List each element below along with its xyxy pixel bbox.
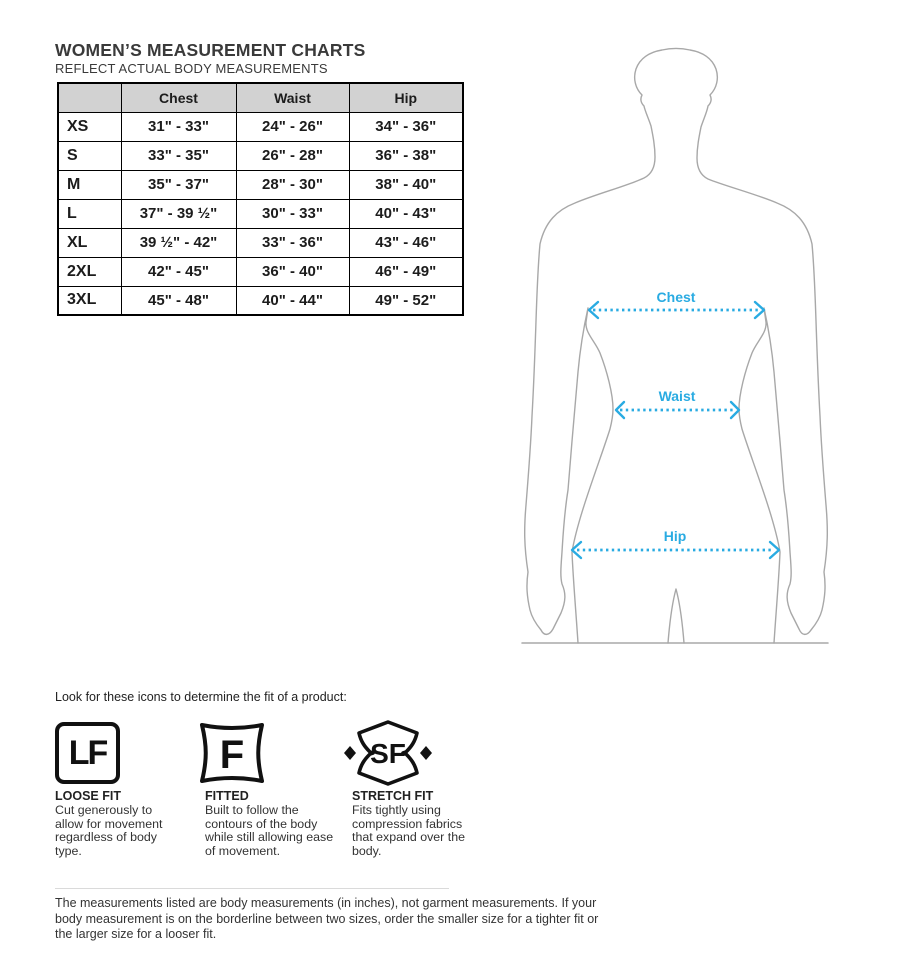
size-cell: S bbox=[58, 141, 121, 170]
chest-cell: 39 ½" - 42" bbox=[121, 228, 236, 257]
hip-label: Hip bbox=[663, 528, 687, 544]
chest-cell: 45" - 48" bbox=[121, 286, 236, 315]
column-header-waist: Waist bbox=[236, 83, 349, 112]
loose-fit-icon bbox=[55, 722, 120, 784]
size-chart-table bbox=[57, 82, 464, 316]
waist-cell: 36" - 40" bbox=[236, 257, 349, 286]
hip-cell: 46" - 49" bbox=[349, 257, 463, 286]
loose-fit-icon-letters: LF bbox=[68, 733, 107, 772]
waist-cell: 40" - 44" bbox=[236, 286, 349, 315]
hip-cell: 34" - 36" bbox=[349, 112, 463, 141]
table-row bbox=[58, 170, 463, 199]
fit-name-fitted: FITTED bbox=[205, 789, 249, 803]
chest-label: Chest bbox=[656, 289, 696, 305]
table-row bbox=[58, 199, 463, 228]
size-chart-body bbox=[58, 112, 463, 315]
table-row bbox=[58, 112, 463, 141]
hip-cell: 38" - 40" bbox=[349, 170, 463, 199]
fitted-icon bbox=[196, 720, 268, 786]
stretch-fit-icon-letters: SF bbox=[370, 738, 406, 769]
table-row bbox=[58, 141, 463, 170]
chest-cell: 37" - 39 ½" bbox=[121, 199, 236, 228]
page-title: WOMEN’S MEASUREMENT CHARTS bbox=[55, 40, 366, 60]
column-header-hip: Hip bbox=[349, 83, 463, 112]
body-diagram bbox=[500, 28, 856, 653]
stretch-diamond-right bbox=[420, 746, 432, 760]
hip-cell: 43" - 46" bbox=[349, 228, 463, 257]
fit-name-loose: LOOSE FIT bbox=[55, 789, 121, 803]
hip-cell: 36" - 38" bbox=[349, 141, 463, 170]
hip-arrowhead-right bbox=[770, 542, 779, 558]
chest-cell: 33" - 35" bbox=[121, 141, 236, 170]
fit-name-stretch: STRETCH FIT bbox=[352, 789, 434, 803]
table-row bbox=[58, 257, 463, 286]
footnote-line-2: If your body measurement is on the borderline between two sizes, order the smaller size for a tighter fit or the larger size for a looser fit. bbox=[55, 896, 599, 941]
fit-guide-intro: Look for these icons to determine the fit of a product: bbox=[55, 690, 347, 704]
column-header-chest: Chest bbox=[121, 83, 236, 112]
table-row bbox=[58, 286, 463, 315]
waist-cell: 26" - 28" bbox=[236, 141, 349, 170]
chest-cell: 42" - 45" bbox=[121, 257, 236, 286]
footnote-divider bbox=[55, 888, 449, 889]
chest-cell: 31" - 33" bbox=[121, 112, 236, 141]
size-cell: M bbox=[58, 170, 121, 199]
waist-cell: 30" - 33" bbox=[236, 199, 349, 228]
table-row bbox=[58, 228, 463, 257]
size-cell: XL bbox=[58, 228, 121, 257]
hip-cell: 49" - 52" bbox=[349, 286, 463, 315]
stretch-fit-icon bbox=[344, 719, 432, 787]
hip-cell: 40" - 43" bbox=[349, 199, 463, 228]
fit-description-loose: Cut generously to allow for movement regardless of body type. bbox=[55, 803, 163, 858]
fit-description-stretch: Fits tightly using compression fabrics that expand over the body. bbox=[352, 803, 465, 858]
size-cell: 3XL bbox=[58, 286, 121, 315]
inner-legs-line bbox=[668, 589, 684, 643]
waist-label: Waist bbox=[658, 388, 696, 404]
fit-description-fitted: Built to follow the contours of the body while still allowing ease of movement. bbox=[205, 803, 334, 858]
size-cell: L bbox=[58, 199, 121, 228]
waist-cell: 24" - 26" bbox=[236, 112, 349, 141]
size-cell: XS bbox=[58, 112, 121, 141]
column-header-size bbox=[58, 83, 121, 112]
waist-cell: 33" - 36" bbox=[236, 228, 349, 257]
waist-cell: 28" - 30" bbox=[236, 170, 349, 199]
fitted-icon-letter: F bbox=[219, 733, 245, 777]
footnote-line-1: The measurements listed are body measurements (in inches), not garment measurements. bbox=[55, 896, 559, 910]
chest-cell: 35" - 37" bbox=[121, 170, 236, 199]
page-subtitle: REFLECT ACTUAL BODY MEASUREMENTS bbox=[55, 61, 328, 76]
table-header-row bbox=[58, 83, 463, 112]
size-cell: 2XL bbox=[58, 257, 121, 286]
stretch-diamond-left bbox=[344, 746, 356, 760]
footnote bbox=[55, 896, 603, 943]
body-silhouette bbox=[525, 49, 828, 644]
